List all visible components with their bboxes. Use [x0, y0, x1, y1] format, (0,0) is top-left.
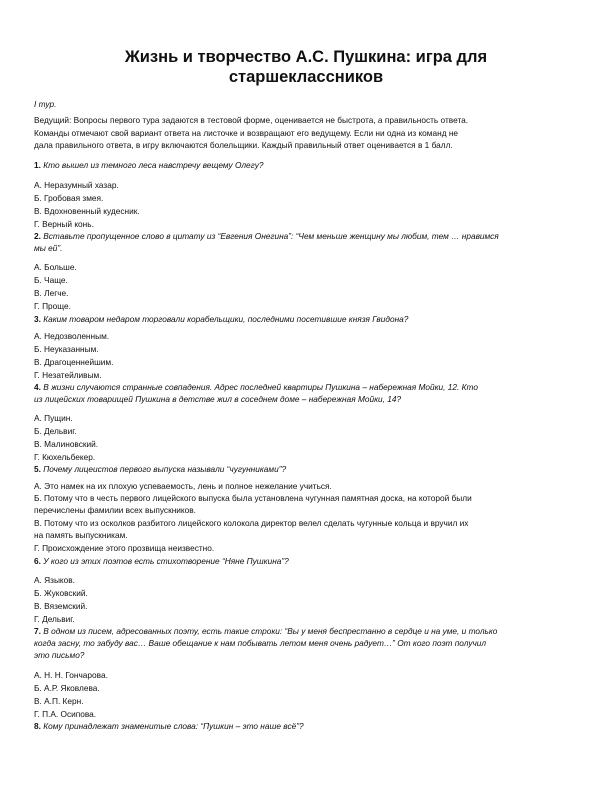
- page-title: [60, 47, 552, 87]
- q6-option-b: Б. Жуковский.: [34, 588, 88, 598]
- question-1: 1. Кто вышел из темного леса навстречу вещему Олегу?: [34, 160, 264, 170]
- q6-option-d: Г. Дельвиг.: [34, 614, 75, 624]
- question-7: 7. В одном из писем, адресованных поэту, есть такие строки: “Вы у меня беспрестанно в сердце и на уме, и только: [34, 626, 498, 636]
- q5-option-c: В. Потому что из осколков разбитого лицейского колокола директор велел сделать чугунные кольца и вручил их: [34, 518, 469, 528]
- q7-option-d: Г. П.А. Осипова.: [34, 709, 97, 719]
- q4-option-a: А. Пущин.: [34, 413, 73, 423]
- question-3: 3. Каким товаром недаром торговали корабельщики, последними посетившие князя Гвидона?: [34, 314, 409, 324]
- q5-option-b-cont: перечислены фамилии всех выпускников.: [34, 505, 196, 515]
- q6-option-a: А. Языков.: [34, 575, 75, 585]
- q5-option-b: Б. Потому что в честь первого лицейского выпуска была установлена чугунная памятная доска, на которой были: [34, 493, 472, 503]
- q3-option-c: В. Драгоценнейшим.: [34, 357, 114, 367]
- q7-option-a: А. Н. Н. Гончарова.: [34, 670, 108, 680]
- q2-option-c: В. Легче.: [34, 288, 69, 298]
- q6-option-c: В. Вяземский.: [34, 601, 88, 611]
- question-5: 5. Почему лицеистов первого выпуска называли “чугунниками”?: [34, 464, 287, 474]
- q4-option-c: В. Малиновский.: [34, 439, 99, 449]
- tour-label: I тур.: [34, 99, 57, 109]
- q3-option-b: Б. Неуказанным.: [34, 344, 99, 354]
- q3-option-a: А. Недозволенным.: [34, 331, 110, 341]
- q5-option-a: А. Это намек на их плохую успеваемость, лень и полное нежелание учиться.: [34, 481, 332, 491]
- q1-option-c: В. Вдохновенный кудесник.: [34, 206, 140, 216]
- question-2: 2. Вставьте пропущенное слово в цитату из “Евгения Онегина”: “Чем меньше женщину мы любим, тем … нравимся: [34, 231, 499, 241]
- intro-line-1: Ведущий: Вопросы первого тура задаются в тестовой форме, оценивается не быстрота, а правильность ответа.: [34, 115, 469, 125]
- q2-option-d: Г. Проще.: [34, 301, 71, 311]
- q1-option-d: Г. Верный конь.: [34, 219, 94, 229]
- q1-option-a: А. Неразумный хазар.: [34, 180, 119, 190]
- question-7-cont-2: это письмо?: [34, 650, 85, 660]
- q1-option-b: Б. Гробовая змея.: [34, 193, 104, 203]
- intro-line-2: Команды отмечают свой вариант ответа на листочке и возвращают его ведущему. Если ни одна из команд не: [34, 127, 459, 138]
- question-6: 6. У кого из этих поэтов есть стихотворение “Няне Пушкина”?: [34, 556, 289, 566]
- q2-option-a: А. Больше.: [34, 262, 77, 272]
- question-4: 4. В жизни случаются странные совпадения. Адрес последней квартиры Пушкина – набережная Мойки, 12. Кто: [34, 382, 478, 392]
- question-7-cont-1: когда засну, то забуду вас… Ваше обещание к нам побывать летом меня очень радует…” От кого поэт получил: [34, 638, 487, 648]
- q5-option-c-cont: на память выпускникам.: [34, 530, 128, 540]
- q5-option-d: Г. Происхождение этого прозвища неизвестно.: [34, 543, 215, 553]
- q7-option-b: Б. А.Р. Яковлева.: [34, 683, 100, 693]
- q7-option-c: В. А.П. Керн.: [34, 696, 84, 706]
- title-line-2: старшеклассников: [228, 68, 384, 86]
- title-line-1: Жизнь и творчество А.С. Пушкина: игра для: [124, 48, 488, 66]
- q4-option-b: Б. Дельвиг.: [34, 426, 77, 436]
- question-4-cont: из лицейских товарищей Пушкина в детстве жил в соседнем доме – набережная Мойки, 14?: [34, 394, 402, 404]
- question-2-cont: мы ей”.: [34, 243, 63, 253]
- q2-option-b: Б. Чаще.: [34, 275, 68, 285]
- question-8: 8. Кому принадлежат знаменитые слова: “Пушкин – это наше всё”?: [34, 721, 304, 731]
- q4-option-d: Г. Кюхельбекер.: [34, 452, 96, 462]
- intro-line-3: дала правильного ответа, в игру включаются болельщики. Каждый правильный ответ оценивается в 1 балл.: [34, 140, 453, 150]
- q3-option-d: Г. Незатейливым.: [34, 370, 102, 380]
